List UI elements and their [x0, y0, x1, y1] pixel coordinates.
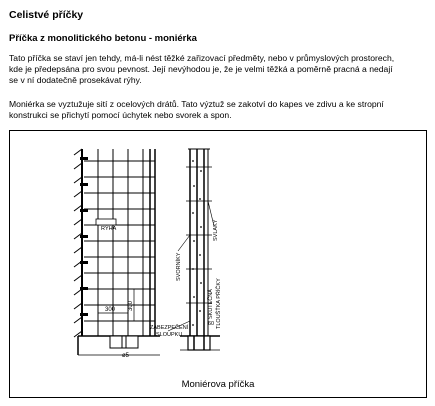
label-sloupku: SLOUPKU [156, 332, 183, 338]
paragraph-line: konstrukci se přichytí pomocí úchytek nebo svorek a spon. [9, 110, 232, 121]
figure-caption: Moniérova příčka [181, 379, 255, 390]
label-tloustka-pricky: TLOUŠŤKA PŘÍČKY [216, 278, 222, 329]
label-dim-60: 60 [208, 321, 215, 327]
monier-partition-drawing [10, 131, 428, 377]
section-subtitle: Příčka z monolitického betonu - moniérka [9, 33, 197, 44]
paragraph-reinforcement [9, 99, 429, 121]
label-skutecna: SKUTEČNÁ [208, 289, 214, 319]
label-zabezpeceni: ZABEZPEČENÍ [150, 325, 189, 331]
paragraph-line: se v ní dodatečně prosekávat rýhy. [9, 75, 142, 86]
paragraph-line: Moniérka se vyztužuje sití z ocelových drátů. Tato výztuž se zakotví do kapes ve zdivu a ke stropní [9, 99, 384, 109]
label-dim-300-horizontal: 300 [105, 307, 116, 313]
mesh-elevation [74, 149, 160, 355]
paragraph-line: kde je předepsána pro svou pevnost. Její nevýhodou je, že je velmi těžká a poměrně pracná a nedají [9, 64, 393, 75]
paragraph-intro [9, 53, 429, 87]
page-title: Celistvé příčky [9, 9, 84, 21]
label-ryha: RÝHA [101, 226, 117, 232]
label-dim-300-vertical: 300 [128, 300, 134, 311]
paragraph-line: Tato příčka se staví jen tehdy, má-li nést těžké zařizovací předměty, nebo v průmyslových prostorech, [9, 53, 395, 63]
label-bar-diameter: ø5 [122, 353, 130, 359]
label-svlaky: SVLAKY [213, 219, 219, 241]
label-svorniky: SVORNÍKY [176, 252, 182, 281]
figure-frame [9, 130, 427, 398]
